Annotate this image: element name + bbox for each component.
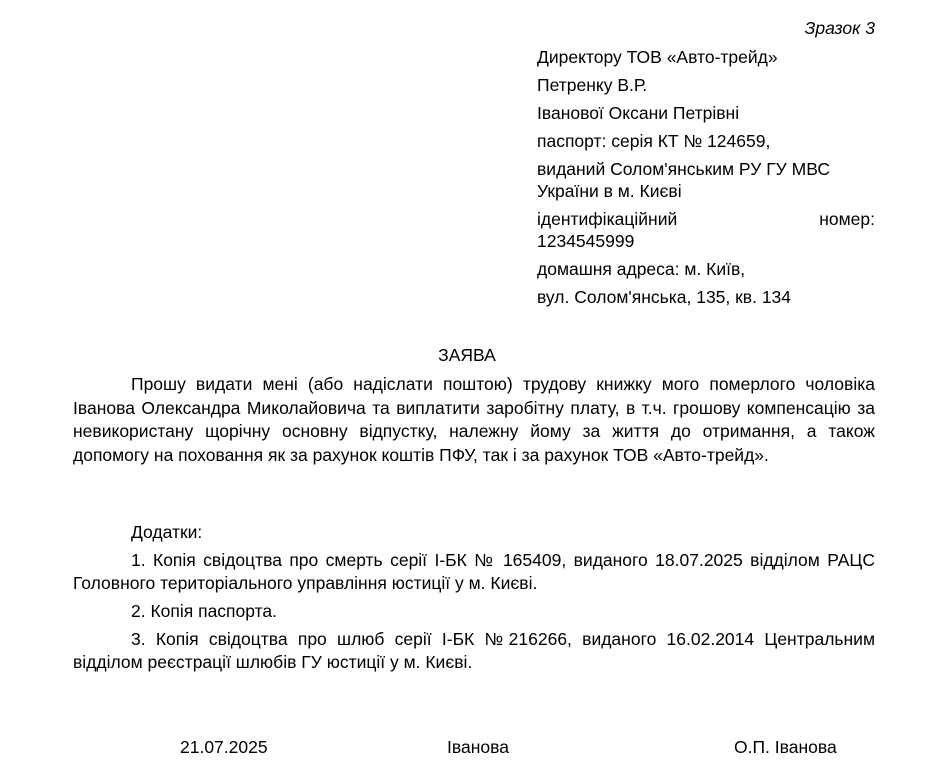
- home-address: домашня адреса: м. Київ,: [537, 259, 746, 279]
- attachments-heading: Додатки:: [131, 522, 203, 542]
- attachment-item: 1. Копія свідоцтва про смерть серії І-БК № 165409, виданого 18.07.2025 відділом РАЦС Головного територіального управління юстиції у м. Києві.: [73, 550, 875, 593]
- sample-label: Зразок 3: [804, 18, 875, 38]
- passport-series: паспорт: серія КТ № 124659,: [537, 131, 771, 151]
- street-address: вул. Солом'янська, 135, кв. 134: [537, 287, 792, 307]
- addressee-name: Петренку В.Р.: [537, 75, 648, 95]
- applicant-name: Іванової Оксани Петрівні: [537, 103, 740, 123]
- addressee-director: Директору ТОВ «Авто-трейд»: [537, 47, 778, 67]
- attachment-item: 3. Копія свідоцтва про шлюб серії І-БК №216266, виданого 16.02.2014 Центральним відділом реєстрації шлюбів ГУ юстиції у м. Києві.: [73, 629, 875, 672]
- signer-name: О.П. Іванова: [734, 737, 837, 757]
- passport-issuer-cont: України в м. Києві: [537, 181, 682, 201]
- signature: Іванова: [447, 737, 509, 757]
- id-number-label: ідентифікаційний номер:: [537, 209, 875, 229]
- body-paragraph: Прошу видати мені (або надіслати поштою) трудову книжку мого померлого чоловіка Іванова Олександра Миколайовича та виплатити заробітну плату, в т.ч. грошову компенсацію за невикористану щорічну основну відпустку, належну йому за життя до отримання, а також допомогу на поховання як за рахунок коштів ПФУ, так і за рахунок ТОВ «Авто-трейд».: [73, 374, 875, 465]
- passport-issuer: виданий Солом'янським РУ ГУ МВС: [537, 159, 830, 179]
- addressee-block: [537, 46, 875, 314]
- date: 21.07.2025: [180, 737, 268, 757]
- id-number: 1234545999: [537, 231, 635, 251]
- attachment-item: 2. Копія паспорта.: [131, 601, 278, 621]
- document-title: ЗАЯВА: [438, 345, 496, 365]
